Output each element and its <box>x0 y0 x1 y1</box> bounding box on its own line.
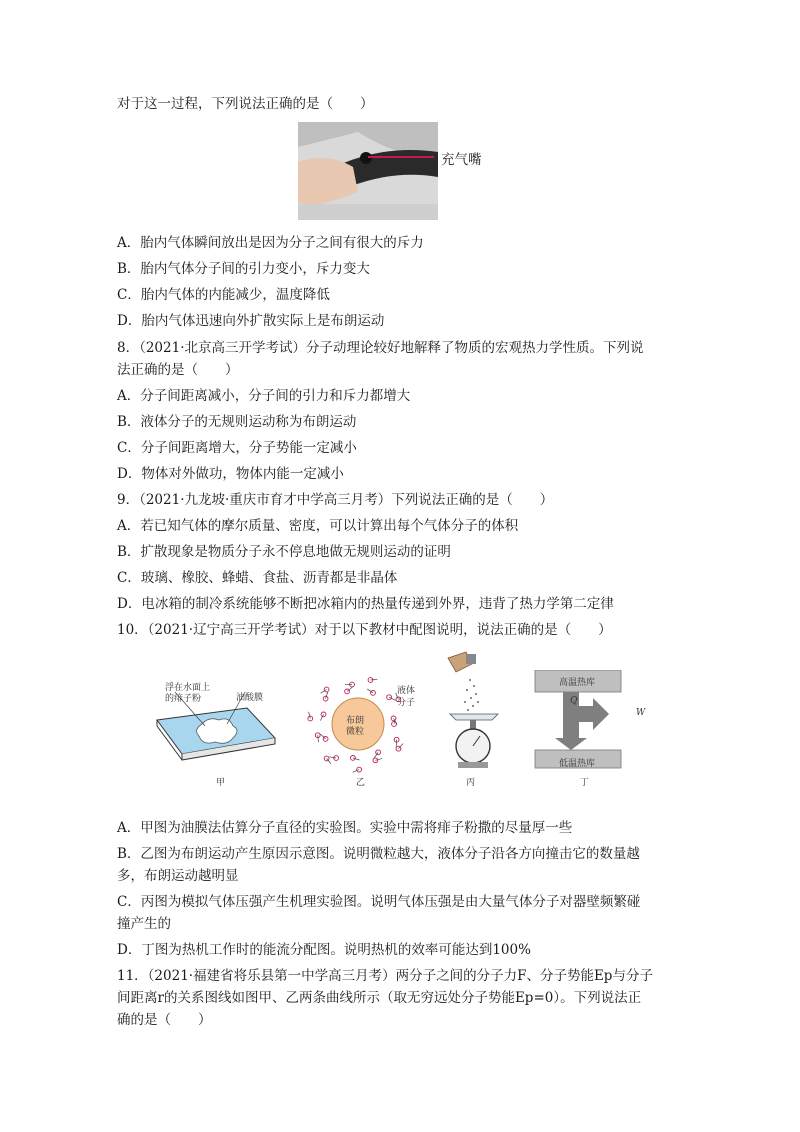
liquid-molecule <box>387 695 392 700</box>
q10-option-d: D．丁图为热机工作时的能流分配图。说明热机的效率可能达到100% <box>117 942 531 958</box>
liquid-molecule <box>371 691 376 696</box>
yi-label-liquid-1: 液体 <box>397 686 416 696</box>
liquid-molecule <box>373 758 378 763</box>
q10-option-a: A．甲图为油膜法估算分子直径的实验图。实验中需将痱子粉撒的尽量厚一些 <box>117 820 573 836</box>
q10-option-c-line1: C．丙图为模拟气体压强产生机理实验图。说明气体压强是由大量气体分子对器壁频繁碰 <box>117 894 641 910</box>
tire-valve-photo <box>298 122 438 220</box>
caption-yi: 乙 <box>356 778 366 788</box>
ding-label-cold: 低温热库 <box>559 759 596 769</box>
caption-ding: 丁 <box>580 778 590 788</box>
caption-jia: 甲 <box>216 778 226 788</box>
q9-option-d: D．电冰箱的制冷系统能够不断把冰箱内的热量传递到外界，违背了热力学第二定律 <box>117 596 614 612</box>
q7-option-a: A．胎内气体瞬间放出是因为分子之间有很大的斥力 <box>117 235 424 251</box>
q10-stem: 10．（2021·辽宁高三开学考试）对于以下教材中配图说明，说法正确的是（ ） <box>117 622 612 638</box>
ding-label-q: Q <box>570 696 578 706</box>
jia-label-powder-2: 的痱子粉 <box>165 694 202 704</box>
valve-label: 充气嘴 <box>441 152 482 168</box>
ding-label-w: W <box>636 708 646 718</box>
q8-stem-line2: 法正确的是（ ） <box>117 362 239 378</box>
callout-line <box>368 156 434 158</box>
ding-label-hot: 高温热库 <box>559 678 596 688</box>
q11-stem-line1: 11．（2021·福建省将乐县第一中学高三月考）两分子之间的分子力F、分子势能Ep与分子 <box>117 968 653 984</box>
figure-bing-scale <box>440 650 510 772</box>
q9-stem: 9．（2021·九龙坡·重庆市育才中学高三月考）下列说法正确的是（ ） <box>117 492 554 508</box>
q9-option-c: C．玻璃、橡胶、蜂蜡、食盐、沥青都是非晶体 <box>117 570 398 586</box>
q9-option-a: A．若已知气体的摩尔质量、密度，可以计算出每个气体分子的体积 <box>117 518 519 534</box>
liquid-molecule <box>324 687 329 692</box>
q8-stem-line1: 8．（2021·北京高三开学考试）分子动理论较好地解释了物质的宏观热力学性质。下列说 <box>117 340 644 356</box>
caption-bing: 丙 <box>466 778 476 788</box>
q8-option-a: A．分子间距离减小，分子间的引力和斥力都增大 <box>117 388 411 404</box>
yi-label-particle-1: 布朗 <box>346 716 365 726</box>
q7-intro: 对于这一过程，下列说法正确的是（ ） <box>117 96 374 112</box>
yi-label-liquid-2: 分子 <box>397 698 416 708</box>
jia-label-powder-1: 浮在水面上 <box>165 683 211 693</box>
jia-label-film: 油酸膜 <box>236 693 264 703</box>
liquid-molecule <box>351 756 356 761</box>
liquid-molecule <box>357 767 362 772</box>
q11-stem-line3: 确的是（ ） <box>117 1012 212 1028</box>
q7-option-b: B．胎内气体分子间的引力变小，斥力变大 <box>117 261 370 277</box>
q8-option-c: C．分子间距离增大，分子势能一定减小 <box>117 440 357 456</box>
q7-option-d: D．胎内气体迅速向外扩散实际上是布朗运动 <box>117 313 385 329</box>
q10-option-c-line2: 撞产生的 <box>117 916 171 932</box>
q10-option-b-line2: 多，布朗运动越明显 <box>117 868 239 884</box>
q11-stem-line2: 间距离r的关系图线如图甲、乙两条曲线所示（取无穷远处分子势能Ep=0）。下列说法正 <box>117 990 642 1006</box>
q8-option-d: D．物体对外做功，物体内能一定减小 <box>117 466 344 482</box>
q8-option-b: B．液体分子的无规则运动称为布朗运动 <box>117 414 357 430</box>
q9-option-b: B．扩散现象是物质分子永不停息地做无规则运动的证明 <box>117 544 451 560</box>
q10-option-b-line1: B．乙图为布朗运动产生原因示意图。说明微粒越大，液体分子沿各方向撞击它的数量越 <box>117 846 640 862</box>
yi-label-particle-2: 微粒 <box>346 727 365 737</box>
q7-option-c: C．胎内气体的内能减少，温度降低 <box>117 287 330 303</box>
